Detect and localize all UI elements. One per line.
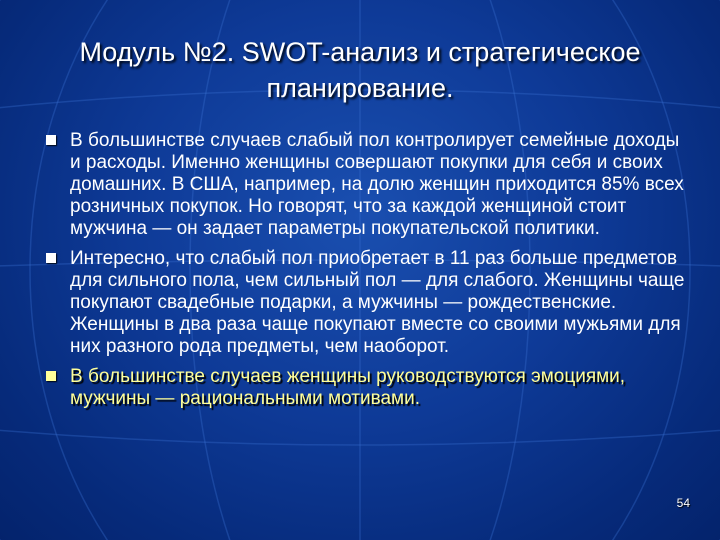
page-number: 54 — [676, 496, 690, 510]
square-bullet-icon — [46, 253, 56, 263]
bullet-list — [44, 130, 694, 418]
bullet-item — [44, 366, 694, 410]
title-line-2: планирование. — [266, 73, 454, 103]
square-bullet-icon — [46, 371, 56, 381]
bullet-text: В большинстве случаев слабый пол контролирует семейные доходы и расходы. Именно женщины совершают покупки для себя и своих домашних. В США, например, на долю женщин приходится 85% всех розничных покупок. Но говорят, что за каждой женщиной стоит мужчина — он задает параметры покупательской политики. — [70, 130, 684, 239]
bullet-text-highlighted: В большинстве случаев женщины руководствуются эмоциями, мужчины — рациональными мотивами. — [70, 366, 626, 409]
bullet-text: Интересно, что слабый пол приобретает в 11 раз больше предметов для сильного пола, чем сильный пол — для слабого. Женщины чаще покупают свадебные подарки, а мужчины — рождественские. Женщины в два раза чаще покупают вместе со своими мужьями для них разного рода предметы, чем наоборот. — [70, 248, 685, 357]
square-bullet-icon — [46, 135, 56, 145]
slide-title — [40, 34, 680, 106]
bullet-item — [44, 130, 694, 240]
title-line-1: Модуль №2. SWOT-анализ и стратегическое — [79, 37, 641, 67]
bullet-item — [44, 248, 694, 358]
